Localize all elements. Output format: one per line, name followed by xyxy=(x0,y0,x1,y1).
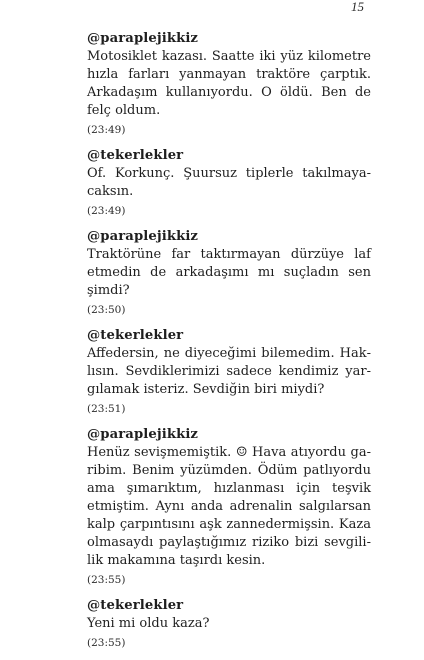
message-timestamp: (23:50) xyxy=(87,304,126,316)
chat-message xyxy=(87,597,371,651)
message-text: Motosiklet kazası. Saatte iki yüz kilometre hızla farları yanmayan traktöre çarptık. Arkadaşım kullanıyordu. O öldü. Ben de felç oldum. xyxy=(87,49,371,118)
message-text: Affedersin, ne diyeceğimi bilemedim. Haklısın. Sevdiklerimizi sadece kendimiz yargılamak isteriz. Sevdiğin biri miydi? xyxy=(87,346,371,397)
message-text: Of. Korkunç. Şuursuz tiplerle takılmayacaksın. xyxy=(87,166,371,199)
message-username: @paraplejikkiz xyxy=(87,427,199,442)
page-number: 15 xyxy=(351,0,364,14)
message-timestamp: (23:55) xyxy=(87,637,126,649)
chat-message xyxy=(87,228,371,318)
chat-message xyxy=(87,327,371,417)
message-username: @paraplejikkiz xyxy=(87,229,199,244)
message-timestamp: (23:55) xyxy=(87,574,126,586)
message-timestamp: (23:49) xyxy=(87,124,126,136)
chat-message xyxy=(87,147,371,219)
chat-message xyxy=(87,426,371,588)
chat-transcript xyxy=(87,30,371,660)
message-text: Henüz sevişmemiştik. ☺ Hava atıyordu garibim. Benim yüzümden. Ödüm patlıyordu ama şımarıktım, hızlanması için teşvik etmiştim. Aynı anda adrenalin salgılarsan kalp çarpıntısını aşk zannedermişsin. Kaza olmasaydı paylaştığımız riziko bizi sevgililik makamına taşırdı kesin. xyxy=(87,445,371,568)
message-username: @tekerlekler xyxy=(87,148,184,163)
chat-message xyxy=(87,30,371,138)
message-username: @tekerlekler xyxy=(87,598,184,613)
message-text: Yeni mi oldu kaza? xyxy=(87,616,210,631)
message-username: @tekerlekler xyxy=(87,328,184,343)
message-timestamp: (23:49) xyxy=(87,205,126,217)
message-timestamp: (23:51) xyxy=(87,403,126,415)
message-text: Traktörüne far taktırmayan dürzüye laf etmedin de arkadaşımı mı suçladın sen şimdi? xyxy=(87,247,371,298)
message-username: @paraplejikkiz xyxy=(87,31,199,46)
